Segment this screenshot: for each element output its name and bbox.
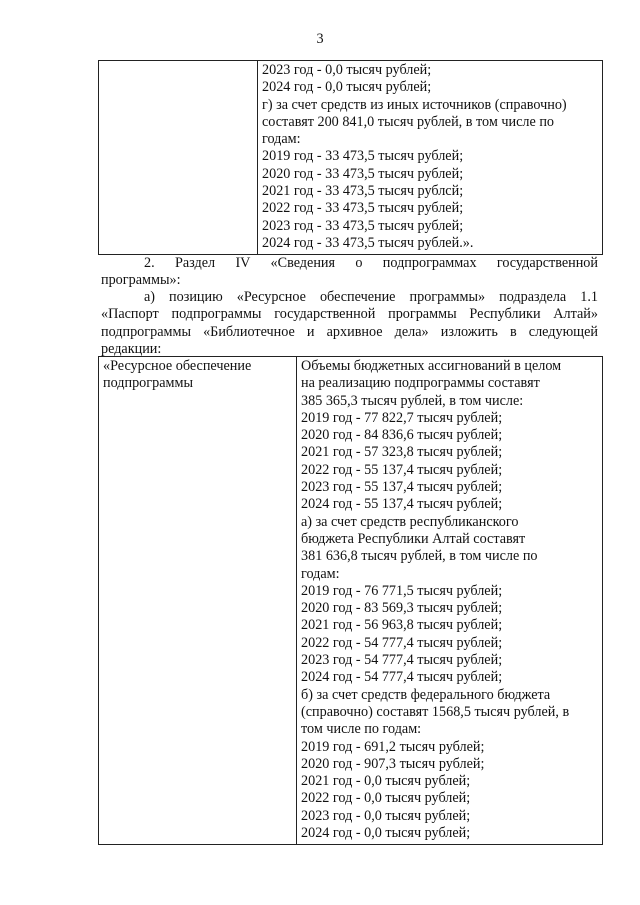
table-row <box>99 357 603 845</box>
table-left-cell <box>99 357 297 845</box>
funding-line: 2023 год - 0,0 тысяч рублей; <box>262 62 432 78</box>
funding-line: 2019 год - 76 771,5 тысяч рублей; <box>301 582 503 599</box>
paragraph-line: а) позицию «Ресурсное обеспечение программы» подраздела 1.1 <box>144 289 598 305</box>
funding-line: бюджета Республики Алтай составят <box>301 530 526 547</box>
row-label-line: «Ресурсное обеспечение <box>103 358 252 374</box>
funding-line: 2024 год - 0,0 тысяч рублей; <box>262 79 432 96</box>
funding-line: 2022 год - 54 777,4 тысяч рублей; <box>301 634 503 651</box>
funding-line: 2019 год - 77 822,7 тысяч рублей; <box>301 409 503 426</box>
paragraph-line: редакции: <box>101 340 162 357</box>
row-label-line: подпрограммы <box>103 375 193 392</box>
funding-line: 2024 год - 0,0 тысяч рублей; <box>301 825 471 842</box>
funding-line: 2020 год - 83 569,3 тысяч рублей; <box>301 600 503 617</box>
paragraph-line: программы»: <box>101 272 181 289</box>
funding-line: а) за счет средств республиканского <box>301 513 519 530</box>
amendment-paragraph <box>101 289 598 358</box>
funding-line: 2020 год - 84 836,6 тысяч рублей; <box>301 427 503 444</box>
table-right-cell <box>297 357 603 845</box>
funding-line: 2021 год - 0,0 тысяч рублей; <box>301 773 471 790</box>
funding-line: Объемы бюджетных ассигнований в целом <box>301 358 562 374</box>
subprogram-resource-table <box>98 356 603 845</box>
funding-line: 385 365,3 тысяч рублей, в том числе: <box>301 392 524 409</box>
funding-line: г) за счет средств из иных источников (справочно) <box>262 96 567 113</box>
funding-line: 2023 год - 54 777,4 тысяч рублей; <box>301 652 503 669</box>
funding-line: составят 200 841,0 тысяч рублей, в том числе по <box>262 113 555 130</box>
funding-line: б) за счет средств федерального бюджета <box>301 686 551 703</box>
funding-line: годам: <box>301 565 340 582</box>
funding-line: 2019 год - 33 473,5 тысяч рублей; <box>262 148 464 165</box>
funding-line: 2019 год - 691,2 тысяч рублей; <box>301 738 485 755</box>
funding-line: 2021 год - 57 323,8 тысяч рублей; <box>301 444 503 461</box>
table-right-cell <box>258 61 603 255</box>
funding-line: 2023 год - 33 473,5 тысяч рублей; <box>262 217 464 234</box>
funding-line: годам: <box>262 131 301 148</box>
resource-table-continuation <box>98 60 603 255</box>
paragraph-line: 2. Раздел IV «Сведения о подпрограммах государственной <box>144 255 598 271</box>
funding-line: на реализацию подпрограммы составят <box>301 375 540 392</box>
funding-line: 2022 год - 0,0 тысяч рублей; <box>301 790 471 807</box>
funding-line: 2021 год - 56 963,8 тысяч рублей; <box>301 617 503 634</box>
table-left-cell <box>99 61 258 255</box>
page-number: 3 <box>316 31 324 47</box>
table-row <box>99 61 603 255</box>
funding-line: 2021 год - 33 473,5 тысяч рублсй; <box>262 183 464 200</box>
funding-line: 2020 год - 33 473,5 тысяч рублей; <box>262 165 464 182</box>
section-iv-paragraph <box>101 255 598 290</box>
funding-line: том числе по годам: <box>301 721 422 738</box>
funding-line: 381 636,8 тысяч рублей, в том числе по <box>301 548 538 565</box>
funding-line: 2024 год - 55 137,4 тысяч рублей; <box>301 496 503 513</box>
funding-line: 2023 год - 0,0 тысяч рублей; <box>301 807 471 824</box>
paragraph-line: «Паспорт подпрограммы государственной программы Республики Алтай» <box>101 306 598 323</box>
funding-line: 2024 год - 33 473,5 тысяч рублей.». <box>262 234 474 251</box>
funding-line: 2023 год - 55 137,4 тысяч рублей; <box>301 479 503 496</box>
paragraph-line: подпрограммы «Библиотечное и архивное дела» изложить в следующей <box>101 323 598 340</box>
funding-line: 2022 год - 55 137,4 тысяч рублей; <box>301 461 503 478</box>
funding-line: 2022 год - 33 473,5 тысяч рублей; <box>262 200 464 217</box>
funding-line: (справочно) составят 1568,5 тысяч рублей, в <box>301 703 570 720</box>
funding-line: 2020 год - 907,3 тысяч рублей; <box>301 755 485 772</box>
funding-line: 2024 год - 54 777,4 тысяч рублей; <box>301 669 503 686</box>
